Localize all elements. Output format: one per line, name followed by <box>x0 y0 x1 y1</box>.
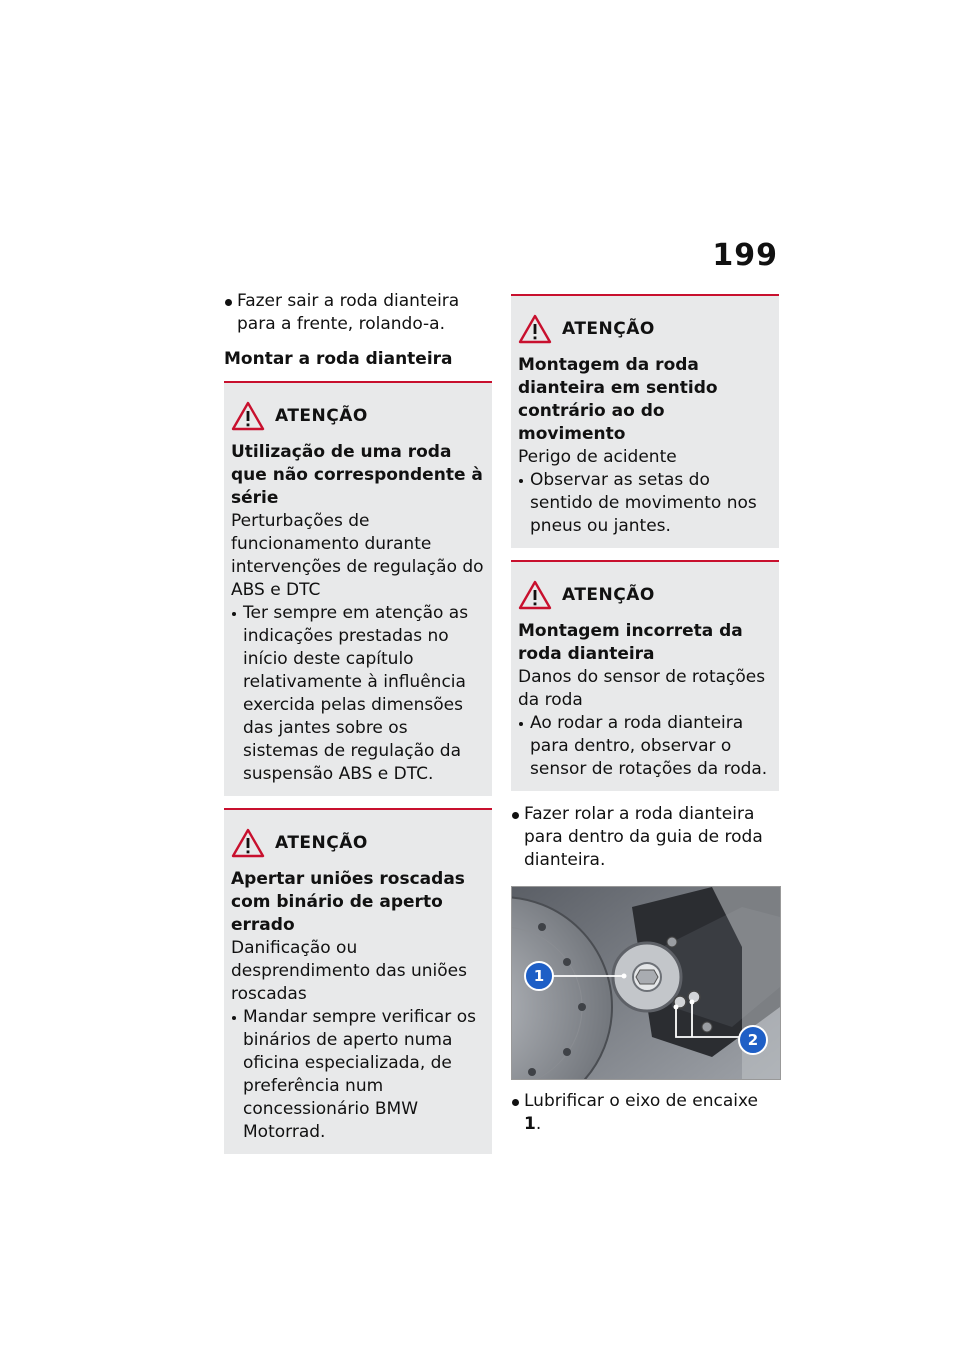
warning-item-text: Ter sempre em atenção as indicações prestadas no início deste capítulo relativamente à influência exercida pelas dimensões das jantes sobre os sistemas de regulação da suspensão ABS e DTC. <box>243 603 469 784</box>
warning-box <box>224 808 492 1154</box>
instruction-text: Fazer sair a roda dianteira para a frente, rolando-a. <box>237 291 460 334</box>
section-heading: Montar a roda dianteira <box>224 349 453 369</box>
small-bullet-icon <box>519 479 523 483</box>
part-reference: 1 <box>524 1114 536 1134</box>
warning-label: ATENÇÃO <box>562 585 655 605</box>
warning-box <box>511 560 779 791</box>
warning-label: ATENÇÃO <box>562 319 655 339</box>
warning-title: Montagem da roda dianteira em sentido contrário ao do movimento <box>518 355 718 444</box>
warning-box <box>511 294 779 548</box>
warning-title: Montagem incorreta da roda dianteira <box>518 621 743 664</box>
small-bullet-icon <box>232 612 236 616</box>
page-number: 199 <box>712 238 778 273</box>
small-bullet-icon <box>232 1016 236 1020</box>
bullet-dot-icon <box>512 812 519 819</box>
small-bullet-icon <box>519 722 523 726</box>
warning-triangle-icon <box>231 401 265 431</box>
warning-title: Apertar uniões roscadas com binário de aperto errado <box>231 869 465 935</box>
instruction-bullet <box>511 803 779 872</box>
warning-triangle-icon <box>518 314 552 344</box>
warning-item <box>231 602 484 786</box>
callout-1: 1 <box>524 961 554 991</box>
warning-title: Utilização de uma roda que não correspondente à série <box>231 442 483 508</box>
warning-item <box>231 1006 484 1144</box>
callout-2: 2 <box>738 1025 768 1055</box>
warning-header <box>231 828 484 858</box>
warning-triangle-icon <box>231 828 265 858</box>
warning-description: Danificação ou desprendimento das uniões roscadas <box>231 938 467 1004</box>
instruction-bullet <box>224 290 492 336</box>
bullet-dot-icon <box>512 1099 519 1106</box>
warning-item <box>518 469 771 538</box>
warning-description: Danos do sensor de rotações da roda <box>518 667 766 710</box>
warning-header <box>518 314 771 344</box>
warning-header <box>231 401 484 431</box>
instruction-text-main: Lubrificar o eixo de encaixe <box>524 1091 759 1111</box>
warning-description: Perturbações de funcionamento durante intervenções de regulação do ABS e DTC <box>231 511 484 600</box>
instruction-text: Fazer rolar a roda dianteira para dentro da guia de roda dianteira. <box>524 804 763 870</box>
warning-item-text: Mandar sempre verificar os binários de aperto numa oficina especializada, de preferência num concessionário BMW Motorrad. <box>243 1007 476 1142</box>
warning-label: ATENÇÃO <box>275 406 368 426</box>
warning-box <box>224 381 492 796</box>
left-column <box>224 290 492 1166</box>
instruction-bullet <box>511 1090 779 1136</box>
wheel-axle-photo <box>511 886 781 1080</box>
warning-item-text: Ao rodar a roda dianteira para dentro, observar o sensor de rotações da roda. <box>530 713 768 779</box>
warning-description: Perigo de acidente <box>518 447 677 467</box>
warning-triangle-icon <box>518 580 552 610</box>
bullet-dot-icon <box>225 299 232 306</box>
instruction-text <box>524 1090 779 1136</box>
warning-item-text: Observar as setas do sentido de movimento nos pneus ou jantes. <box>530 470 757 536</box>
warning-item <box>518 712 771 781</box>
warning-header <box>518 580 771 610</box>
right-column <box>511 290 779 1142</box>
instruction-text-end: . <box>535 1114 542 1134</box>
warning-label: ATENÇÃO <box>275 833 368 853</box>
